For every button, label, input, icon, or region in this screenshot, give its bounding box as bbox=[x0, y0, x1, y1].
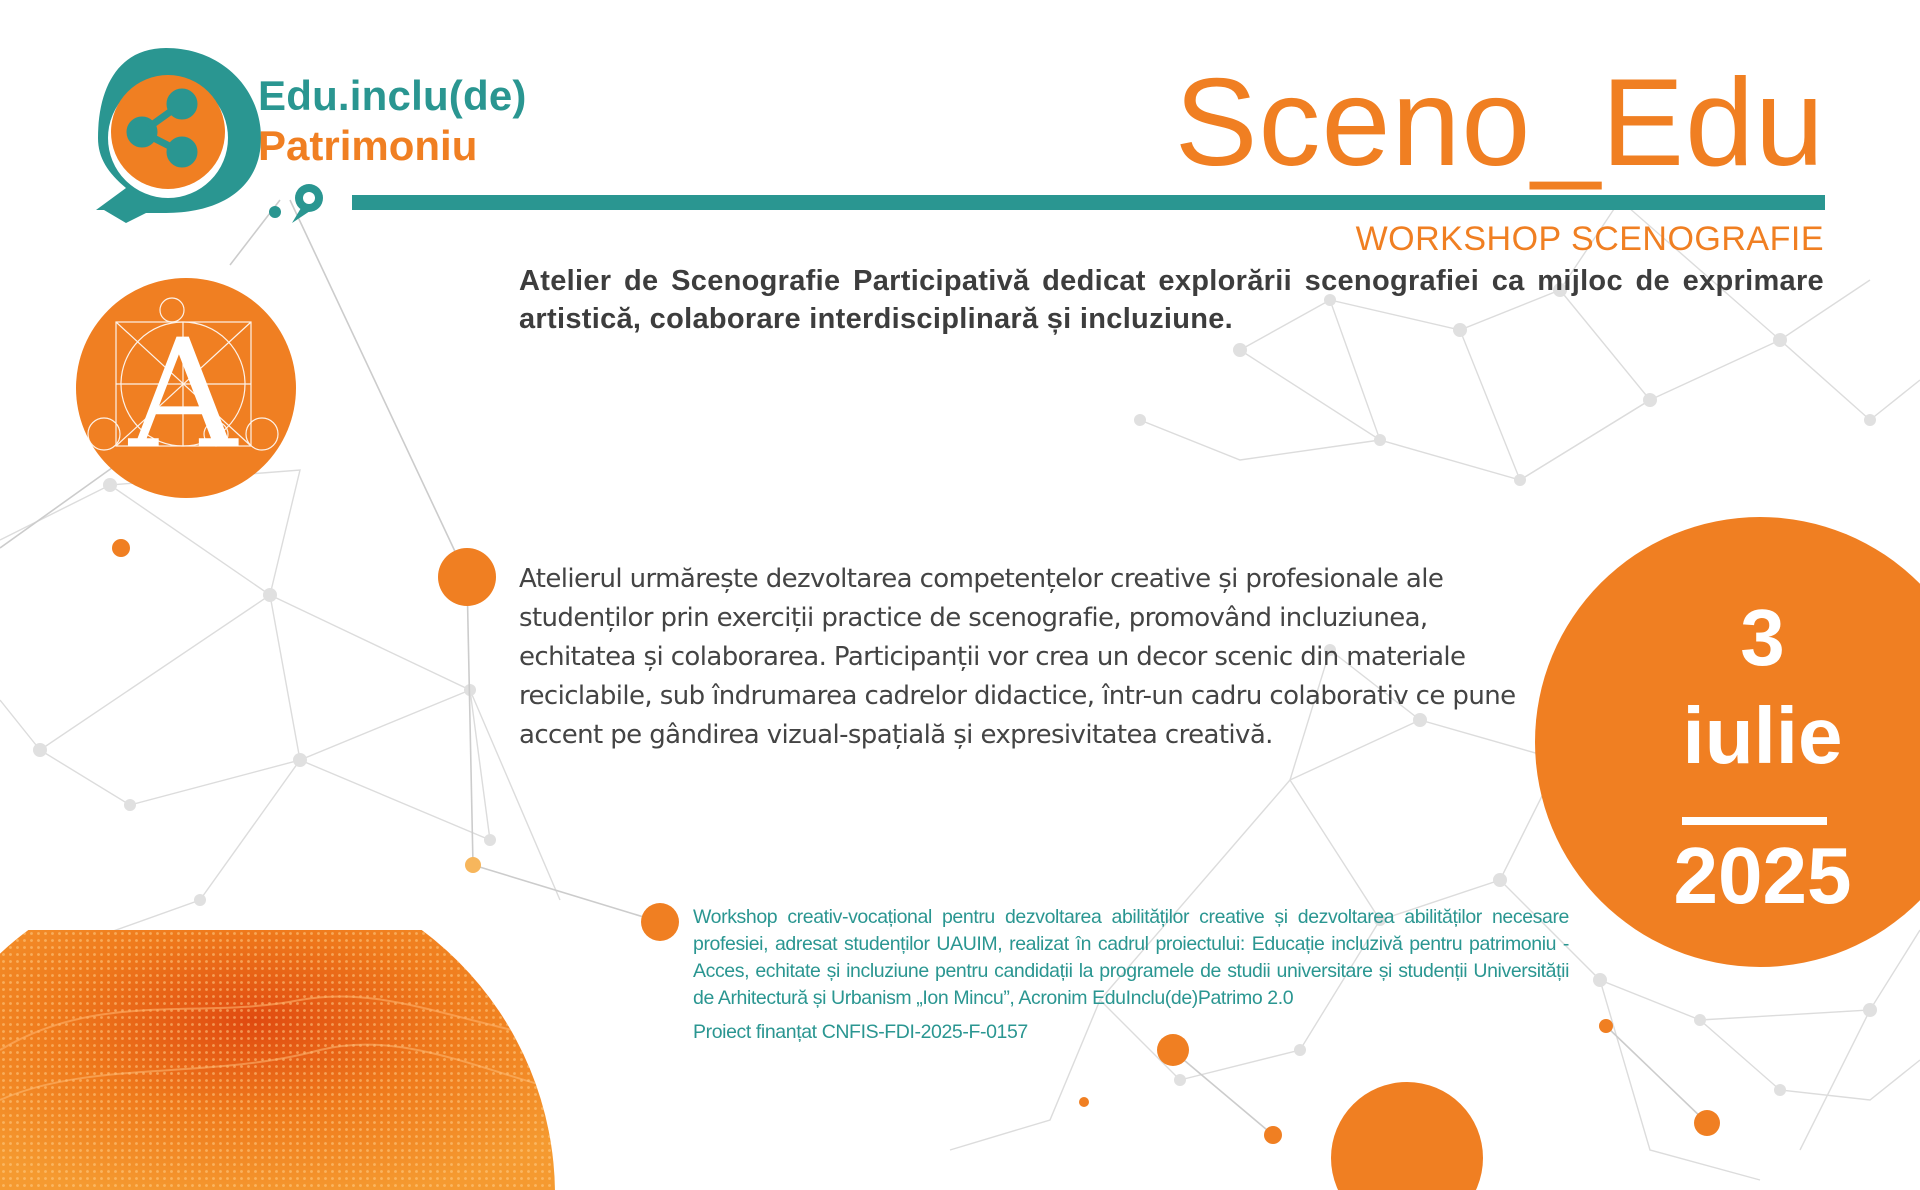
date-year: 2025 bbox=[1673, 831, 1852, 920]
workshop-description: Atelierul urmărește dezvoltarea competențelor creative și profesionale ale studenților prin exerciții practice de scenografie, promovând incluziunea, echitatea și colaborarea. Participanții vor crea un decor scenic din materiale reciclabile, sub îndrumarea cadrelor didactice, într-un cadru colaborativ ce pune accent pe gândirea vizual-spațială și expresivitatea creativă. bbox=[519, 564, 1516, 750]
footer-project-description: Workshop creativ-vocațional pentru dezvoltarea abilităților creative și dezvoltarea abilităților necesare profesiei, adresat studenților UAUIM, realizat în cadrul proiectului: Educație incluzivă pentru patrimoniu - Acces, echitate și incluziune pentru candidații la programele de studii universitare și studenții Universității de Arhitectură și Urbanism „Ion Mincu”, Acronim EduInclu(de)Patrimo 2.0 bbox=[693, 906, 1569, 1009]
workshop-subtitle: WORKSHOP SCENOGRAFIE bbox=[1355, 220, 1824, 258]
title-divider bbox=[352, 195, 1825, 210]
architecture-emblem-icon bbox=[76, 278, 296, 498]
emblem-letter: A bbox=[128, 308, 238, 482]
textured-sphere-graphic bbox=[0, 930, 560, 1190]
date-month: iulie bbox=[1682, 691, 1843, 780]
intro-text: Atelier de Scenografie Participativă dedicat explorării scenografiei ca mijloc de exprimare artistică, colaborare interdisciplinară și incluziune. bbox=[519, 265, 1824, 335]
page-title: Sceno_Edu bbox=[1174, 54, 1825, 192]
date-divider bbox=[1682, 817, 1827, 825]
logo-text-line2: Patrimoniu bbox=[258, 122, 478, 169]
date-day: 3 bbox=[1740, 593, 1785, 682]
logo-text-line1: Edu.inclu(de) bbox=[258, 72, 527, 119]
footer-funding: Proiect finanțat CNFIS-FDI-2025-F-0157 bbox=[693, 1021, 1028, 1043]
